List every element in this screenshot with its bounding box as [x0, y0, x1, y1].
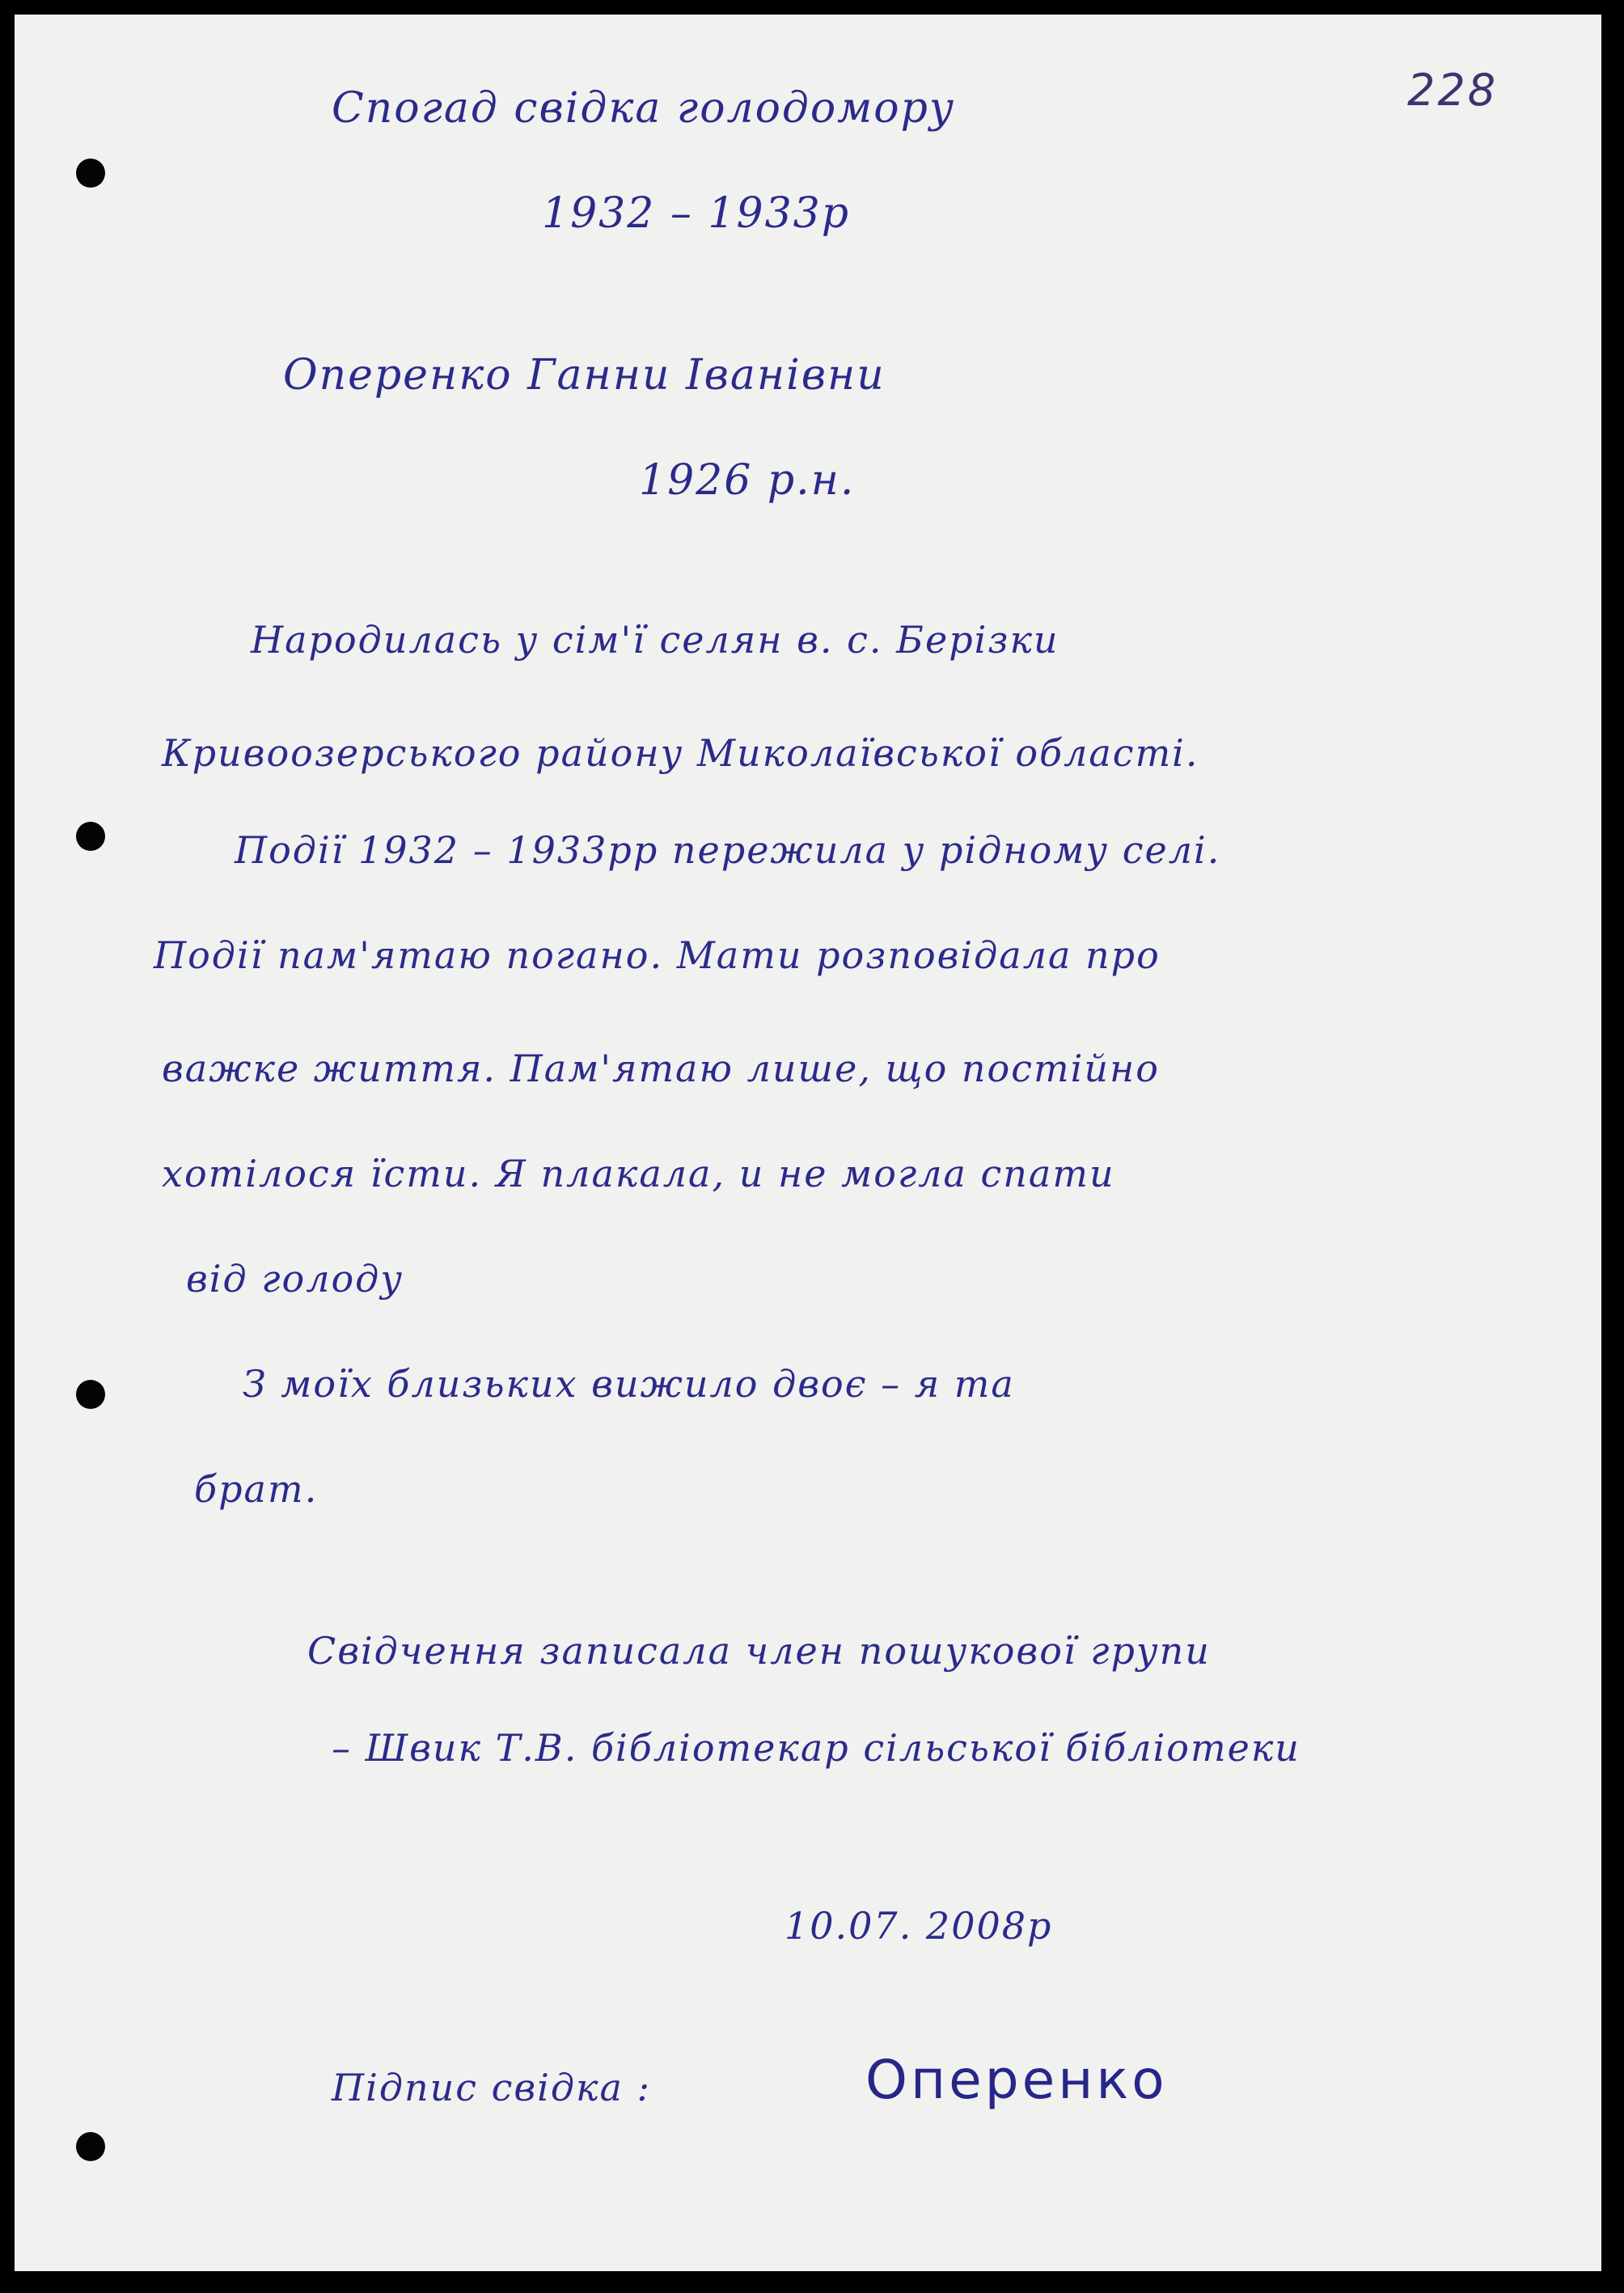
recorder-line: Свідчення записала член пошукової групи [307, 1629, 1211, 1673]
body-line: важке життя. Пам'ятаю лише, що постійно [162, 1047, 1160, 1090]
body-line: брат. [194, 1467, 319, 1511]
document-page [15, 15, 1601, 2271]
body-line: Події пам'ятаю погано. Мати розповідала про [154, 933, 1161, 977]
record-date: 10.07. 2008р [785, 1904, 1053, 1948]
title-line-2: 1932 – 1933р [542, 189, 851, 238]
signature-label: Підпис свідка : [332, 2066, 652, 2109]
witness-name: Оперенко Ганни Іванівни [283, 351, 886, 400]
binder-hole [76, 822, 105, 851]
body-line: хотілося їсти. Я плакала, и не могла спати [162, 1152, 1115, 1195]
body-line: З моїх близьких вижило двоє – я та [243, 1362, 1015, 1406]
body-line: Народилась у сім'ї селян в. с. Берізки [251, 618, 1059, 662]
witness-signature: Оперенко [865, 2049, 1168, 2111]
body-line: від голоду [186, 1257, 404, 1301]
body-line: Події 1932 – 1933рр пережила у рідному селі. [235, 828, 1221, 872]
binder-hole [76, 1380, 105, 1409]
page-number: 228 [1407, 65, 1499, 116]
body-line: Кривоозерського району Миколаївської області. [162, 731, 1199, 775]
witness-birth: 1926 р.н. [639, 456, 856, 505]
title-line-1: Спогад свідка голодомору [332, 84, 956, 133]
binder-hole [76, 159, 105, 188]
binder-hole [76, 2132, 105, 2161]
recorder-line: – Швик Т.В. бібліотекар сільської бібліотеки [332, 1726, 1300, 1770]
